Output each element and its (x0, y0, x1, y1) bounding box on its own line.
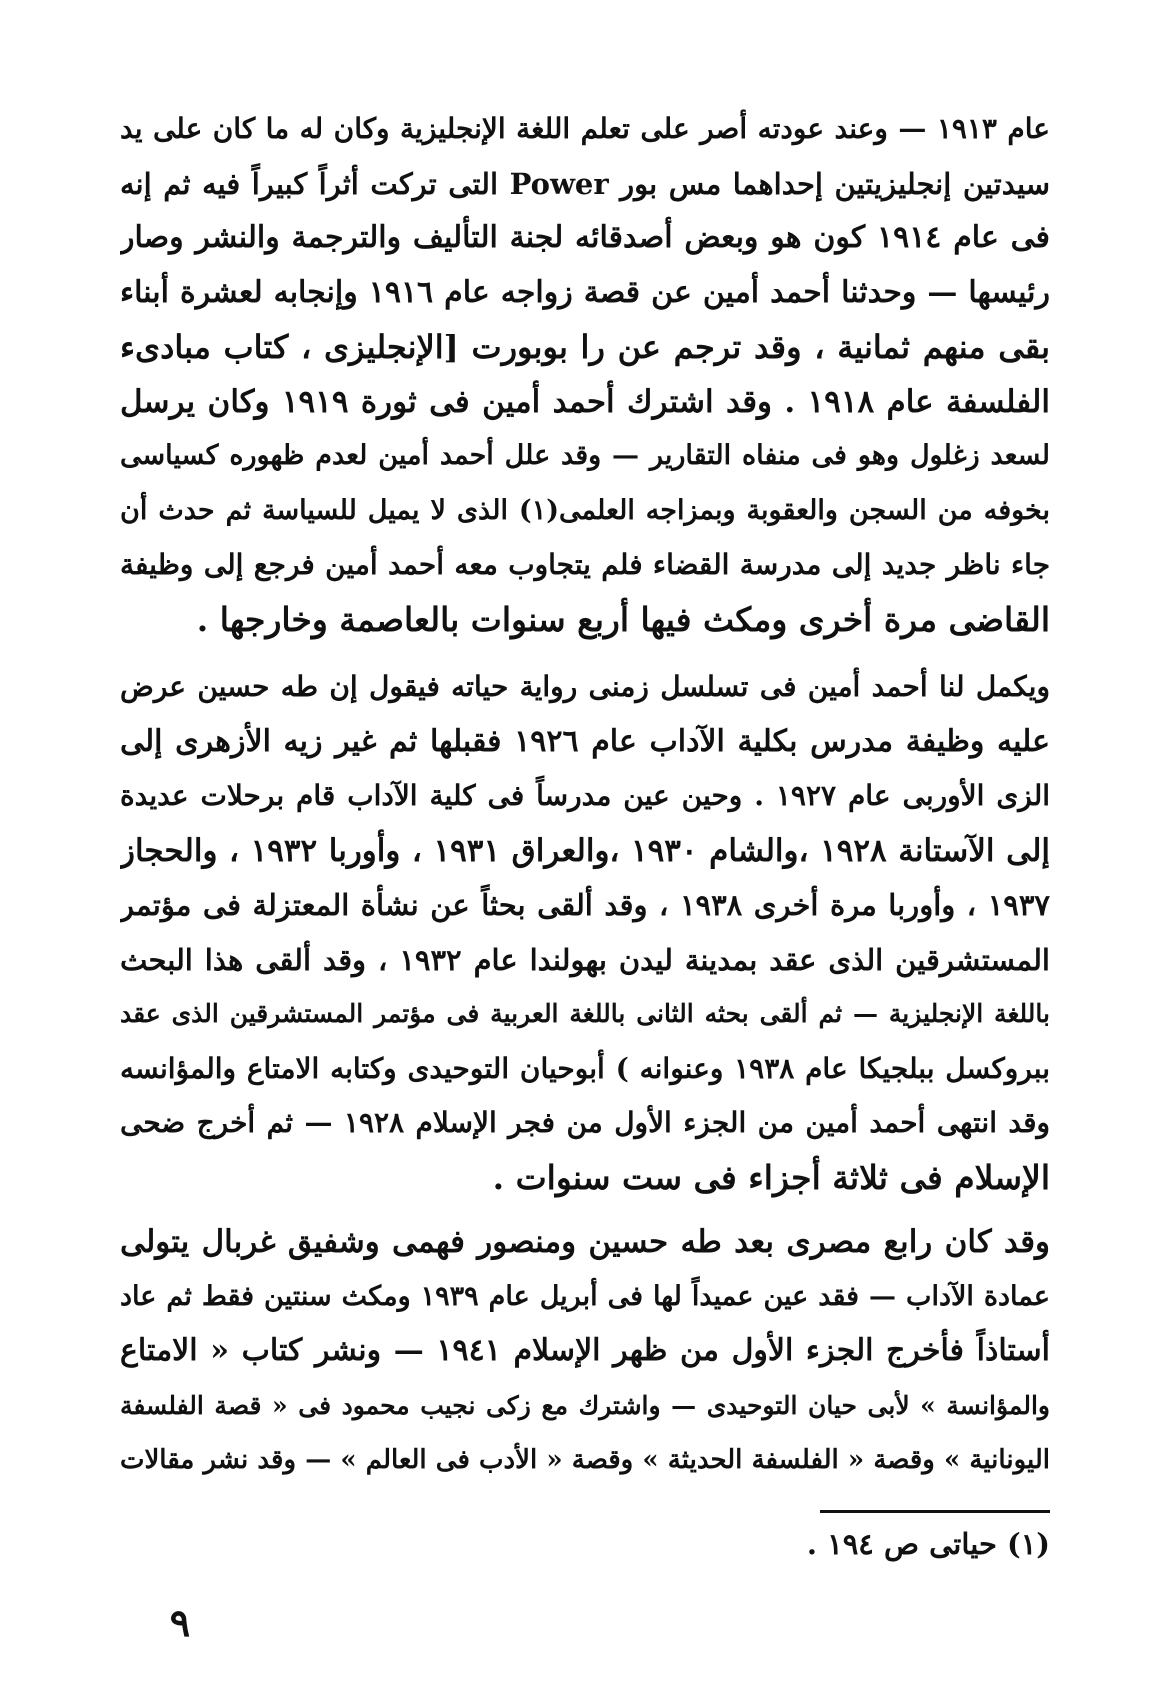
paragraph-line: رئيسها — وحدثنا أحمد أمين عن قصة زواجه عام ١٩١٦ وإنجابه لعشرة أبناء (120, 274, 1050, 310)
paragraph-line: ١٩٣٧ ، وأوربا مرة أخرى ١٩٣٨ ، وقد ألقى بحثاً عن نشأة المعتزلة فى مؤتمر (120, 888, 1050, 922)
paragraph-line: إلى الآستانة ١٩٢٨ ،والشام ١٩٣٠ ،والعراق ١٩٣١ ، وأوربا ١٩٣٢ ، والحجاز (120, 832, 1050, 869)
paragraph-line: وقد انتهى أحمد أمين من الجزء الأول من فجر الإسلام ١٩٢٨ — ثم أخرج ضحى (120, 1106, 1050, 1139)
paragraph-line: والمؤانسة » لأبى حيان التوحيدى — واشترك مع زكى نجيب محمود فى « قصة الفلسفة (120, 1390, 1050, 1420)
page-number: ٩ (169, 1600, 191, 1645)
footnote: (١) حياتى ص ١٩٤ . (806, 1527, 1050, 1561)
paragraph-line: المستشرقين الذى عقد بمدينة ليدن بهولندا عام ١٩٣٢ ، وقد ألقى هذا البحث (120, 942, 1050, 977)
paragraph-line: عمادة الآداب — فقد عين عميداً لها فى أبريل عام ١٩٣٩ ومكث سنتين فقط ثم عاد (120, 1280, 1050, 1312)
paragraph-1 (120, 102, 1050, 647)
paragraph-line: الفلسفة عام ١٩١٨ . وقد اشترك أحمد أمين فى ثورة ١٩١٩ وكان يرسل (120, 383, 1050, 420)
paragraph-line: أستاذاً فأخرج الجزء الأول من ظهر الإسلام ١٩٤١ — ونشر كتاب « الامتاع (120, 1333, 1050, 1368)
paragraph-line: بقى منهم ثمانية ، وقد ترجم عن را بوبورت [الإنجليزى ، كتاب مبادىء (120, 328, 1050, 366)
paragraph-2 (120, 660, 1050, 1205)
paragraph-line: لسعد زغلول وهو فى منفاه التقارير — وقد علل أحمد أمين لعدم ظهوره كسياسى (120, 440, 1050, 471)
paragraph-line: القاضى مرة أخرى ومكث فيها أربع سنوات بالعاصمة وخارجها . (196, 599, 1050, 639)
paragraph-line: باللغة الإنجليزية — ثم ألقى بحثه الثانى باللغة العربية فى مؤتمر المستشرقين الذى عقد (120, 999, 1050, 1028)
paragraph-line: بخوفه من السجن والعقوبة وبمزاجه العلمى(١) الذى لا يميل للسياسة ثم حدث أن (120, 494, 1050, 526)
paragraph-line: عام ١٩١٣ — وعند عودته أصر على تعلم اللغة الإنجليزية وكان له ما كان على يد (120, 112, 1050, 145)
footnote-divider (820, 1510, 1050, 1513)
paragraph-line: اليونانية » وقصة « الفلسفة الحديثة » وقصة « الأدب فى العالم » — وقد نشر مقالات (120, 1445, 1050, 1475)
paragraph-line: ببروكسل ببلجيكا عام ١٩٣٨ وعنوانه ) أبوحيان التوحيدى وكتابه الامتاع والمؤانسه (120, 1051, 1050, 1085)
paragraph-line: سيدتين إنجليزيتين إحداهما مس بور Power التى تركت أثراً كبيراً فيه ثم إنه (120, 166, 1050, 201)
paragraph-line: جاء ناظر جديد إلى مدرسة القضاء فلم يتجاوب معه أحمد أمين فرجع إلى وظيفة (120, 548, 1050, 581)
paragraph-line: فى عام ١٩١٤ كون هو وبعض أصدقائه لجنة التأليف والترجمة والنشر وصار (120, 220, 1050, 255)
paragraph-line: عليه وظيفة مدرس بكلية الآداب عام ١٩٢٦ فقبلها ثم غير زيه الأزهرى إلى (120, 723, 1050, 759)
paragraph-line: الإسلام فى ثلاثة أجزاء فى ست سنوات . (492, 1157, 1050, 1197)
paragraph-line: الزى الأوربى عام ١٩٢٧ . وحين عين مدرساً فى كلية الآداب قام برحلات عديدة (120, 779, 1050, 812)
paragraph-3 (120, 1215, 1050, 1488)
paragraph-line: ويكمل لنا أحمد أمين فى تسلسل زمنى رواية حياته فيقول إن طه حسين عرض (120, 670, 1050, 703)
paragraph-line: وقد كان رابع مصرى بعد طه حسين ومنصور فهمى وشفيق غربال يتولى (120, 1224, 1050, 1260)
